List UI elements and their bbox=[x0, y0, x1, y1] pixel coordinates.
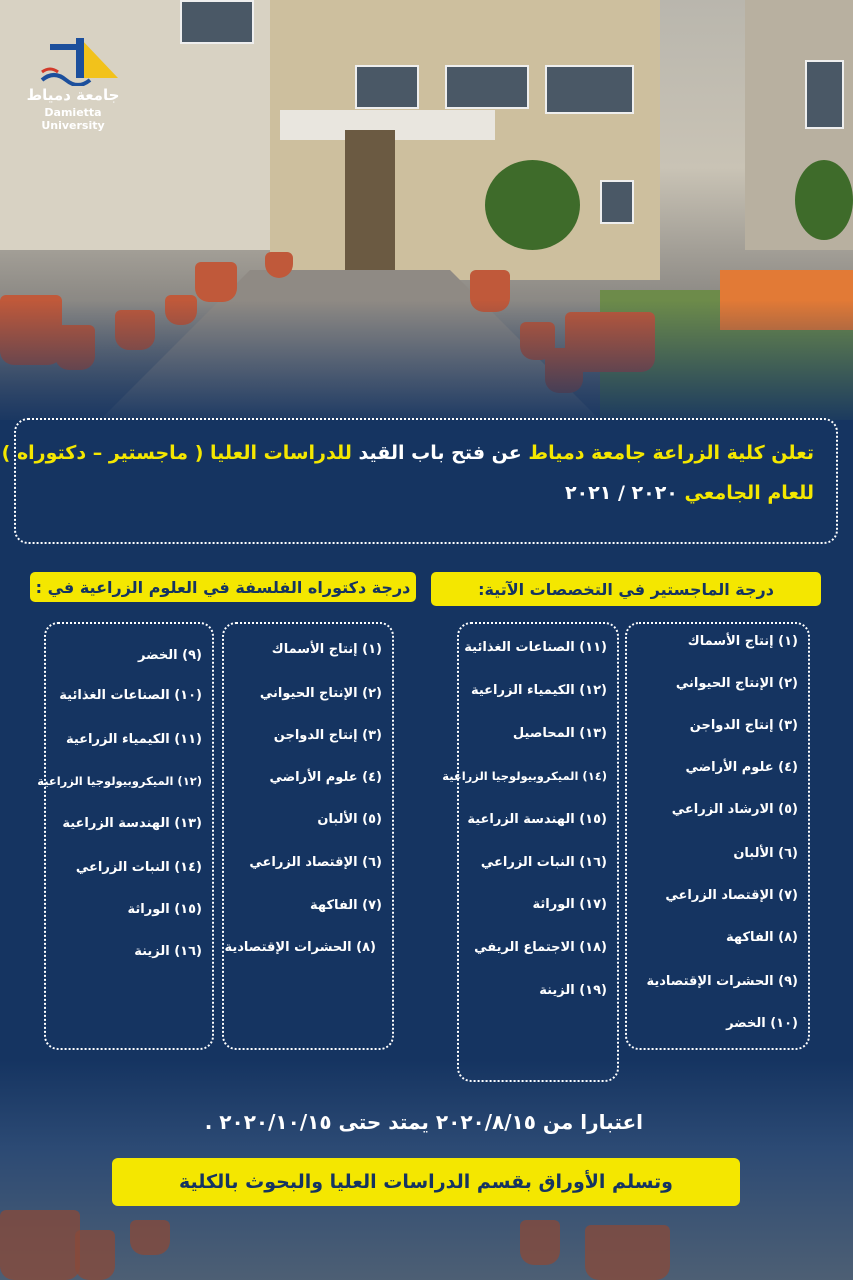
list-item: (١٣) الهندسة الزراعية bbox=[62, 816, 202, 831]
list-item: (١٠) الخضر bbox=[726, 1016, 798, 1031]
list-item: (١٦) الزينة bbox=[134, 944, 202, 959]
list-item: (٨) الحشرات الإقتصادية bbox=[224, 940, 376, 955]
masters-list-2 bbox=[442, 622, 619, 1082]
academic-year-value: ٢٠٢٠ / ٢٠٢١ bbox=[564, 482, 678, 504]
list-item: (٣) إنتاج الدواجن bbox=[273, 728, 382, 743]
plant-pot bbox=[520, 1220, 560, 1265]
plant-pot bbox=[585, 1225, 670, 1280]
announcement-faculty: تعلن كلية الزراعة جامعة دمياط bbox=[528, 442, 814, 464]
list-item: (١٧) الوراثة bbox=[532, 897, 607, 912]
logo-mark-icon bbox=[40, 36, 120, 86]
academic-year-label: للعام الجامعي bbox=[684, 482, 814, 504]
submission-note: وتسلم الأوراق بقسم الدراسات العليا والبحوث بالكلية bbox=[112, 1158, 740, 1206]
list-item: (٧) الفاكهة bbox=[310, 898, 382, 913]
plant-pot bbox=[195, 262, 237, 302]
plant-pot bbox=[130, 1220, 170, 1255]
tree bbox=[485, 160, 580, 250]
tree bbox=[795, 160, 853, 240]
masters-list-1 bbox=[625, 622, 810, 1050]
list-item: (٦) الإقتصاد الزراعي bbox=[249, 855, 382, 870]
plant-pot bbox=[75, 1230, 115, 1280]
announcement-line-1 bbox=[2, 442, 814, 464]
list-item: (٧) الإقتصاد الزراعي bbox=[665, 888, 798, 903]
phd-list-1 bbox=[222, 622, 394, 1050]
window bbox=[355, 65, 419, 109]
list-item: (١٦) النبات الزراعي bbox=[480, 855, 607, 870]
list-item: (١٨) الاجتماع الريفي bbox=[474, 940, 607, 955]
list-item: (١١) الكيمياء الزراعية bbox=[65, 732, 202, 747]
window bbox=[545, 65, 634, 114]
list-item: (٥) الارشاد الزراعي bbox=[671, 802, 798, 817]
phd-list-2 bbox=[37, 622, 214, 1050]
phd-header: درجة دكتوراه الفلسفة في العلوم الزراعية في : bbox=[30, 572, 416, 602]
list-item: (١) إنتاج الأسماك bbox=[271, 642, 382, 657]
list-item: (١٢) الميكروبيولوجيا الزراعية bbox=[37, 774, 202, 788]
list-item: (١٥) الوراثة bbox=[127, 902, 202, 917]
list-item: (١٤) الميكروبيولوجيا الزراعية bbox=[442, 769, 607, 783]
window bbox=[805, 60, 844, 129]
announcement-line-2 bbox=[565, 482, 814, 504]
logo-english-name: Damietta University bbox=[41, 106, 105, 132]
list-item: (١٠) الصناعات الغذائية bbox=[59, 688, 202, 703]
entrance-door bbox=[345, 130, 395, 270]
list-item: (١٢) الكيمياء الزراعية bbox=[470, 683, 607, 698]
announcement-opening: عن فتح باب القيد bbox=[358, 442, 522, 464]
list-item: (٤) علوم الأراضي bbox=[685, 760, 798, 775]
list-item: (١٩) الزينة bbox=[539, 983, 607, 998]
window bbox=[600, 180, 634, 224]
list-item: (١٣) المحاصيل bbox=[512, 726, 607, 741]
list-item: (١) إنتاج الأسماك bbox=[687, 634, 798, 649]
list-item: (٢) الإنتاج الحيواني bbox=[259, 686, 382, 701]
list-item: (٣) إنتاج الدواجن bbox=[689, 718, 798, 733]
list-item: (٢) الإنتاج الحيواني bbox=[675, 676, 798, 691]
list-item: (٨) الفاكهة bbox=[726, 930, 798, 945]
list-item: (٦) الألبان bbox=[733, 846, 798, 861]
list-item: (١٤) النبات الزراعي bbox=[75, 860, 202, 875]
logo-arabic-name: جامعة دمياط bbox=[26, 86, 120, 104]
list-item: (١١) الصناعات الغذائية bbox=[464, 640, 607, 655]
university-logo bbox=[18, 36, 128, 132]
list-item: (١٥) الهندسة الزراعية bbox=[467, 812, 607, 827]
list-item: (٥) الألبان bbox=[317, 812, 382, 827]
application-dates: اعتبارا من ٢٠٢٠/٨/١٥ يمتد حتى ٢٠٢٠/١٠/١٥ . bbox=[204, 1110, 643, 1134]
window bbox=[445, 65, 529, 109]
faculty-building bbox=[270, 0, 660, 280]
photo-fade bbox=[0, 300, 853, 420]
list-item: (٩) الخضر bbox=[138, 648, 202, 663]
window bbox=[180, 0, 254, 44]
announcement-box bbox=[1, 418, 838, 544]
list-item: (٩) الحشرات الإقتصادية bbox=[646, 974, 798, 989]
announcement-programs: للدراسات العليا ( ماجستير – دكتوراه ) bbox=[1, 442, 352, 464]
plant-pot bbox=[0, 1210, 80, 1280]
list-item: (٤) علوم الأراضي bbox=[269, 770, 382, 785]
masters-header: درجة الماجستير في التخصصات الآتية: bbox=[431, 572, 821, 606]
